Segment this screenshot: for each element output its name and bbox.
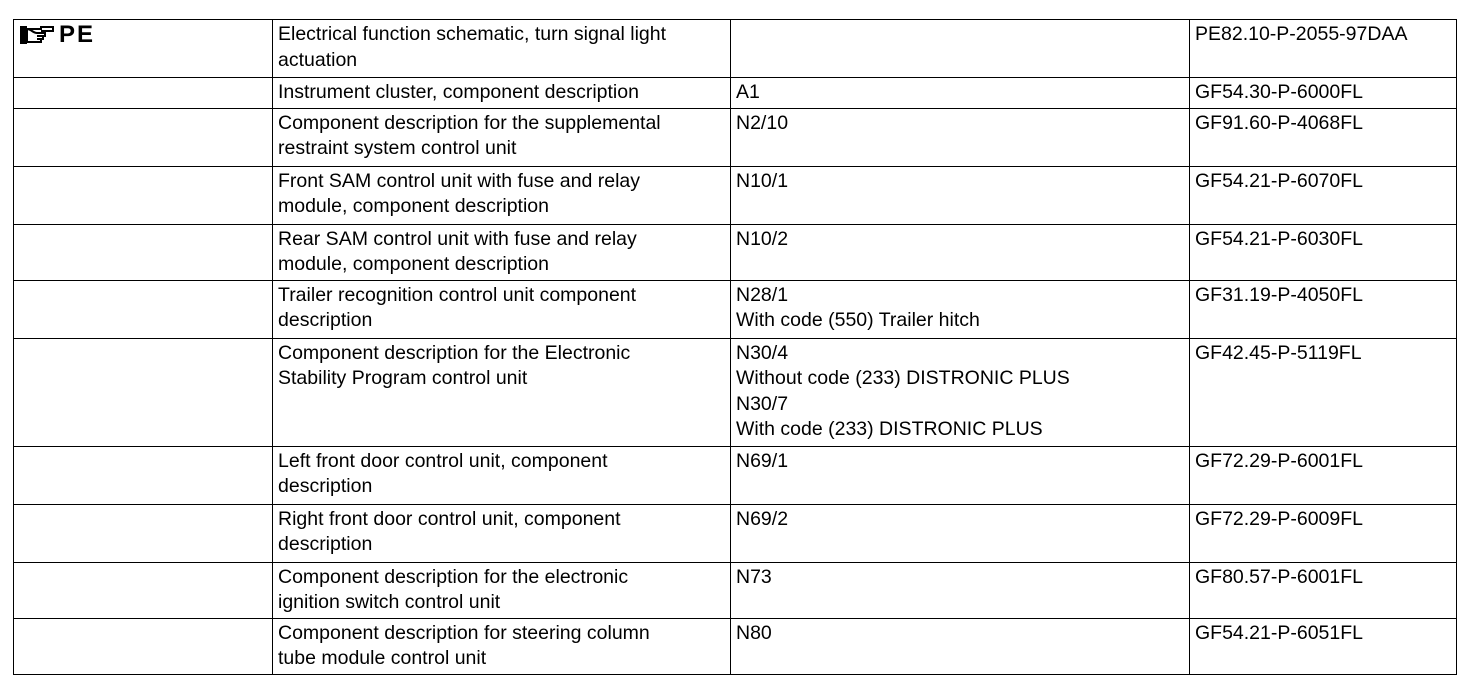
- description-line: Electrical function schematic, turn signal light: [278, 23, 667, 45]
- document-reference-link[interactable]: GF31.19-P-4050FL: [1195, 283, 1364, 306]
- marker-label: PE: [59, 21, 96, 48]
- description-cell: [273, 20, 731, 78]
- marker-cell: [14, 20, 273, 78]
- description-line: Component description for the Electronic: [278, 341, 631, 364]
- description-line: module, component description: [278, 253, 549, 275]
- description-cell: [273, 446, 731, 504]
- description-cell: [273, 108, 731, 166]
- description-cell: [273, 280, 731, 338]
- document-reference-link[interactable]: GF80.57-P-6001FL: [1195, 565, 1364, 588]
- description-line: Right front door control unit, component: [278, 507, 621, 530]
- reference-cell: [1190, 562, 1457, 618]
- table-row: [14, 562, 1457, 618]
- code-line: N28/1: [736, 283, 789, 306]
- code-cell: [731, 618, 1190, 674]
- code-cell: [731, 224, 1190, 280]
- reference-cell: [1190, 20, 1457, 78]
- reference-cell: [1190, 224, 1457, 280]
- marker-cell: [14, 504, 273, 562]
- description-line: Instrument cluster, component description: [278, 81, 639, 103]
- document-reference-link[interactable]: GF72.29-P-6001FL: [1195, 449, 1364, 472]
- description-line: Front SAM control unit with fuse and relay: [278, 169, 640, 192]
- code-line: N30/4: [736, 341, 789, 364]
- description-line: ignition switch control unit: [278, 591, 501, 613]
- code-cell: [731, 20, 1190, 78]
- code-line: N80: [736, 621, 772, 644]
- table-row: [14, 20, 1457, 78]
- table-row: [14, 166, 1457, 224]
- description-line: Stability Program control unit: [278, 367, 528, 389]
- table-row: [14, 618, 1457, 674]
- code-line: N2/10: [736, 111, 789, 134]
- description-cell: [273, 504, 731, 562]
- document-reference-link[interactable]: GF91.60-P-4068FL: [1195, 111, 1364, 134]
- reference-cell: [1190, 78, 1457, 109]
- description-line: description: [278, 475, 373, 497]
- reference-cell: [1190, 166, 1457, 224]
- code-line: N69/2: [736, 507, 789, 530]
- description-line: actuation: [278, 48, 358, 71]
- code-cell: [731, 166, 1190, 224]
- document-reference-link[interactable]: GF54.30-P-6000FL: [1195, 81, 1364, 103]
- document-reference-link[interactable]: GF42.45-P-5119FL: [1195, 341, 1362, 364]
- description-line: description: [278, 533, 373, 555]
- code-line: N73: [736, 565, 772, 588]
- reference-cell: [1190, 108, 1457, 166]
- pe-marker: [19, 22, 267, 48]
- marker-cell: [14, 78, 273, 109]
- description-line: tube module control unit: [278, 647, 487, 669]
- marker-cell: [14, 618, 273, 674]
- description-line: Component description for the supplemental: [278, 111, 661, 134]
- description-line: Trailer recognition control unit component: [278, 283, 637, 306]
- code-cell: [731, 280, 1190, 338]
- description-cell: [273, 78, 731, 109]
- table-row: [14, 108, 1457, 166]
- code-line: Without code (233) DISTRONIC PLUS: [736, 367, 1070, 389]
- description-line: description: [278, 309, 373, 331]
- description-line: module, component description: [278, 195, 549, 217]
- description-line: Rear SAM control unit with fuse and relay: [278, 227, 637, 250]
- description-cell: [273, 562, 731, 618]
- table-row: [14, 78, 1457, 109]
- table-row: [14, 338, 1457, 446]
- marker-cell: [14, 166, 273, 224]
- table-row: [14, 280, 1457, 338]
- table-row: [14, 446, 1457, 504]
- code-cell: [731, 338, 1190, 446]
- marker-cell: [14, 562, 273, 618]
- code-line: N69/1: [736, 449, 789, 472]
- reference-cell: [1190, 504, 1457, 562]
- document-reference-link[interactable]: GF72.29-P-6009FL: [1195, 507, 1364, 530]
- reference-cell: [1190, 446, 1457, 504]
- reference-cell: [1190, 338, 1457, 446]
- code-cell: [731, 108, 1190, 166]
- description-cell: [273, 224, 731, 280]
- code-line: N10/2: [736, 227, 789, 250]
- reference-table: [13, 19, 1457, 675]
- document-reference-link[interactable]: GF54.21-P-6070FL: [1195, 169, 1364, 192]
- code-line: N30/7: [736, 392, 789, 415]
- description-line: Left front door control unit, component: [278, 449, 608, 472]
- description-line: restraint system control unit: [278, 137, 517, 159]
- code-cell: [731, 78, 1190, 109]
- table-row: [14, 504, 1457, 562]
- code-cell: [731, 446, 1190, 504]
- marker-cell: [14, 446, 273, 504]
- reference-cell: [1190, 280, 1457, 338]
- document-reference-link[interactable]: PE82.10-P-2055-97DAA: [1195, 23, 1408, 45]
- code-cell: [731, 562, 1190, 618]
- document-reference-link[interactable]: GF54.21-P-6030FL: [1195, 227, 1364, 250]
- description-line: Component description for steering column: [278, 621, 650, 644]
- reference-cell: [1190, 618, 1457, 674]
- pointing-hand-icon: [19, 23, 55, 47]
- code-line: A1: [736, 81, 760, 103]
- code-line: With code (233) DISTRONIC PLUS: [736, 418, 1043, 440]
- code-cell: [731, 504, 1190, 562]
- marker-cell: [14, 338, 273, 446]
- table-row: [14, 224, 1457, 280]
- reference-table-body: [14, 20, 1457, 675]
- code-line: N10/1: [736, 169, 789, 192]
- description-cell: [273, 618, 731, 674]
- description-cell: [273, 166, 731, 224]
- marker-cell: [14, 280, 273, 338]
- code-line: With code (550) Trailer hitch: [736, 309, 980, 331]
- description-cell: [273, 338, 731, 446]
- marker-cell: [14, 108, 273, 166]
- marker-cell: [14, 224, 273, 280]
- document-reference-link[interactable]: GF54.21-P-6051FL: [1195, 621, 1364, 644]
- description-line: Component description for the electronic: [278, 565, 629, 588]
